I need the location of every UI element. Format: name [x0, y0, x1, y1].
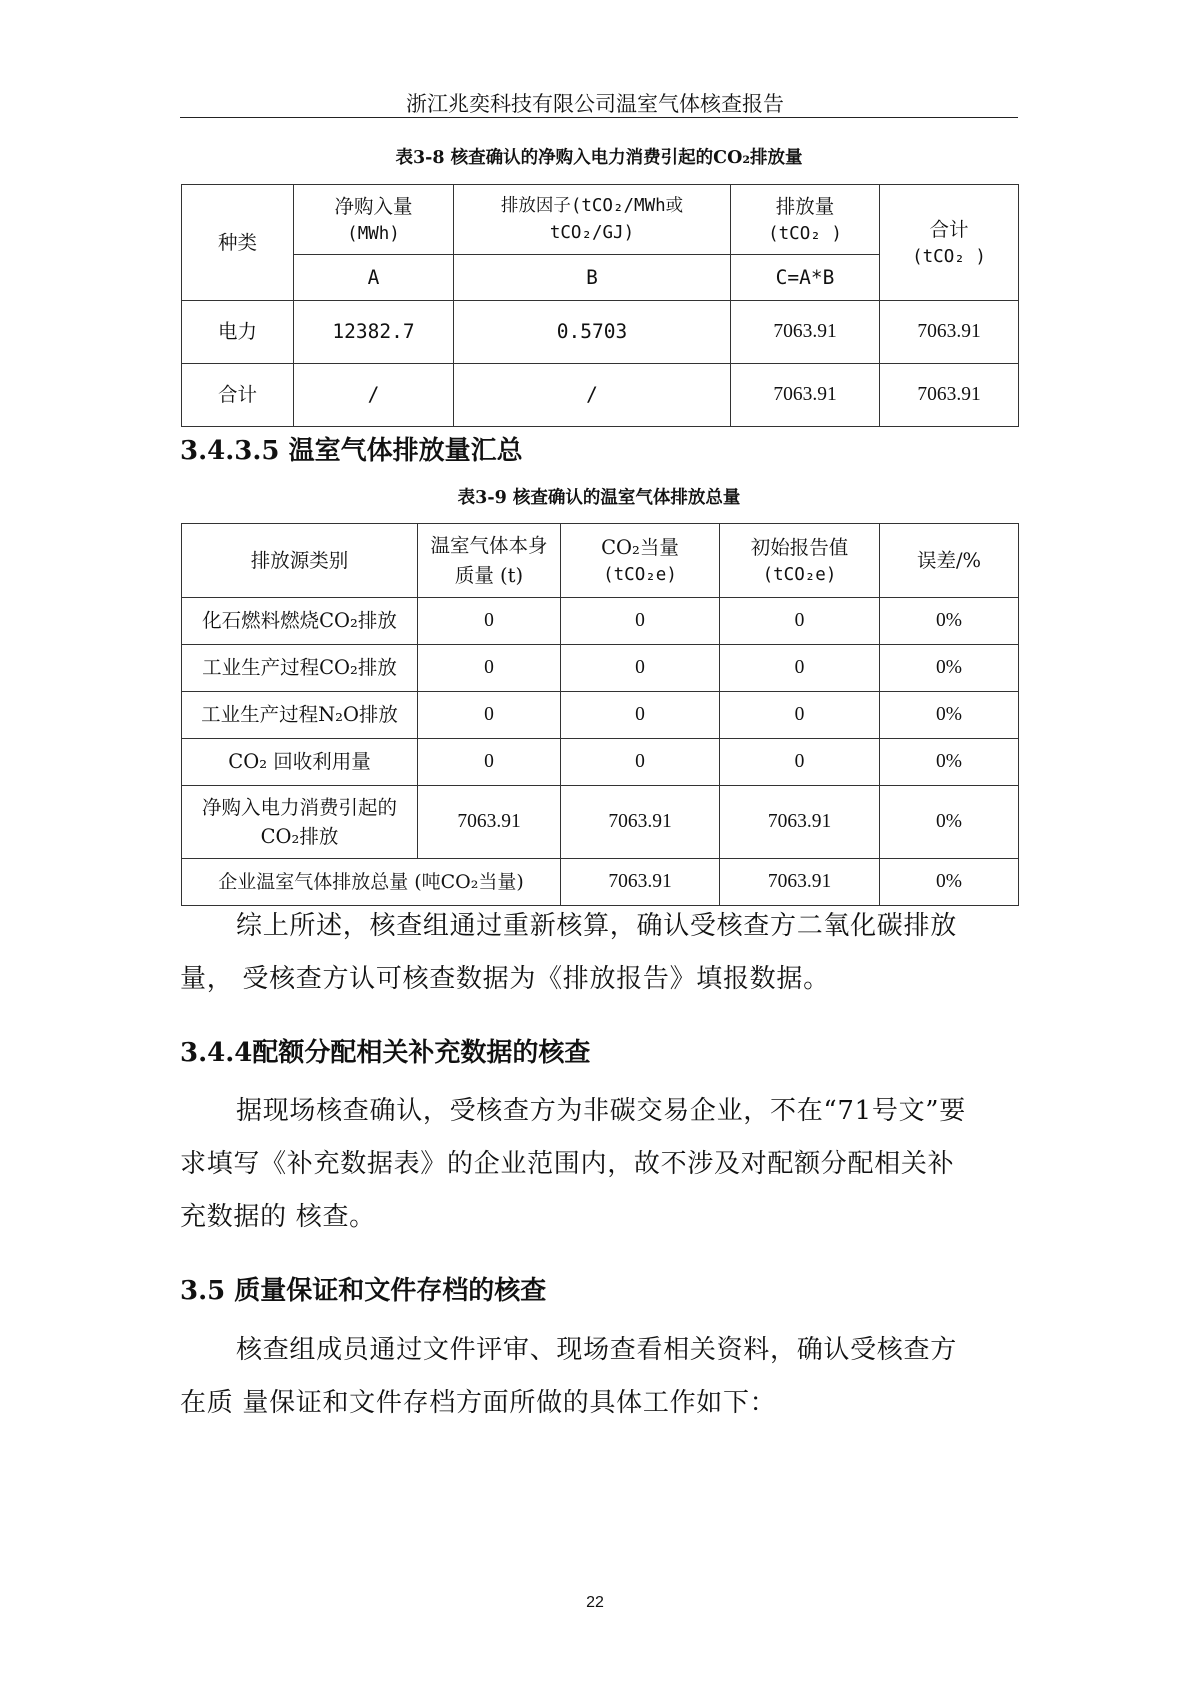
table-row	[182, 645, 1019, 692]
cell-purchase: /	[294, 364, 454, 427]
section-3-5-paragraph: 核查组成员通过文件评审、现场查看相关资料，确认受核查方 在质 量保证和文件存档方面所做的具体工作如下：	[180, 1335, 957, 1418]
header-col-a: A	[294, 255, 454, 301]
header-emission: 排放量 (tCO₂ )	[731, 185, 880, 255]
cell-source: 化石燃料燃烧CO₂排放	[182, 598, 418, 645]
header-co2e: CO₂当量 (tCO₂e)	[561, 524, 720, 598]
header-mass: 温室气体本身 质量 (t)	[418, 524, 561, 598]
table-3-9-caption: 表3-9 核查确认的温室气体排放总量	[457, 488, 741, 508]
section-heading-3-4-3-5: 3.4.3.5 温室气体排放量汇总	[180, 436, 523, 466]
table-3-8-caption: 表3-8 核查确认的净购入电力消费引起的CO₂排放量	[395, 148, 803, 168]
cell-source: CO₂ 回收利用量	[182, 739, 418, 786]
cell-factor: 0.5703	[454, 301, 731, 364]
table-row	[182, 739, 1019, 786]
page-number: 22	[586, 1594, 604, 1611]
table-row	[182, 301, 1019, 364]
cell-type: 合计	[182, 364, 294, 427]
cell-type: 电力	[182, 301, 294, 364]
table-row	[182, 786, 1019, 859]
cell-co2e: 0	[561, 692, 720, 739]
section-heading-3-4-4: 3.4.4配额分配相关补充数据的核查	[180, 1038, 591, 1068]
header-type: 种类	[182, 185, 294, 301]
table-row	[182, 364, 1019, 427]
cell-source: 工业生产过程CO₂排放	[182, 645, 418, 692]
header-divider	[180, 117, 1018, 118]
cell-total: 7063.91	[880, 364, 1019, 427]
cell-co2e: 0	[561, 739, 720, 786]
cell-error: 0%	[880, 859, 1019, 906]
header-col-b: B	[454, 255, 731, 301]
cell-error: 0%	[880, 645, 1019, 692]
header-reported: 初始报告值 (tCO₂e)	[720, 524, 880, 598]
cell-co2e: 0	[561, 645, 720, 692]
cell-emission: 7063.91	[731, 301, 880, 364]
cell-source: 净购入电力消费引起的 CO₂排放	[182, 786, 418, 859]
summary-paragraph: 综上所述，核查组通过重新核算，确认受核查方二氧化碳排放 量， 受核查方认可核查数据为《排放报告》填报数据。	[180, 911, 957, 994]
cell-co2e: 0	[561, 598, 720, 645]
section-heading-3-5: 3.5 质量保证和文件存档的核查	[180, 1276, 547, 1306]
cell-error: 0%	[880, 692, 1019, 739]
cell-reported: 7063.91	[720, 859, 880, 906]
cell-mass: 0	[418, 598, 561, 645]
table-total-row	[182, 859, 1019, 906]
header-error: 误差/%	[880, 524, 1019, 598]
cell-error: 0%	[880, 739, 1019, 786]
table-row	[182, 598, 1019, 645]
header-purchase: 净购入量 (MWh)	[294, 185, 454, 255]
header-col-c: C=A*B	[731, 255, 880, 301]
cell-mass: 0	[418, 692, 561, 739]
cell-error: 0%	[880, 598, 1019, 645]
cell-reported: 0	[720, 692, 880, 739]
running-header: 浙江兆奕科技有限公司温室气体核查报告	[406, 92, 784, 116]
cell-reported: 0	[720, 598, 880, 645]
cell-mass: 0	[418, 739, 561, 786]
table-3-8	[181, 184, 1019, 427]
cell-reported: 7063.91	[720, 786, 880, 859]
cell-emission: 7063.91	[731, 364, 880, 427]
header-factor: 排放因子(tCO₂/MWh或 tCO₂/GJ)	[454, 185, 731, 255]
cell-mass: 7063.91	[418, 786, 561, 859]
cell-total: 7063.91	[880, 301, 1019, 364]
table-3-9	[181, 523, 1019, 906]
cell-purchase: 12382.7	[294, 301, 454, 364]
cell-factor: /	[454, 364, 731, 427]
header-total: 合计 (tCO₂ )	[880, 185, 1019, 301]
header-source: 排放源类别	[182, 524, 418, 598]
cell-error: 0%	[880, 786, 1019, 859]
cell-mass: 0	[418, 645, 561, 692]
cell-co2e: 7063.91	[561, 786, 720, 859]
cell-source: 企业温室气体排放总量 (吨CO₂当量)	[182, 859, 561, 906]
cell-co2e: 7063.91	[561, 859, 720, 906]
cell-reported: 0	[720, 645, 880, 692]
cell-source: 工业生产过程N₂O排放	[182, 692, 418, 739]
cell-reported: 0	[720, 739, 880, 786]
table-row	[182, 692, 1019, 739]
section-3-4-4-paragraph: 据现场核查确认，受核查方为非碳交易企业，不在“71号文”要 求填写《补充数据表》的企业范围内，故不涉及对配额分配相关补 充数据的 核查。	[180, 1096, 966, 1232]
